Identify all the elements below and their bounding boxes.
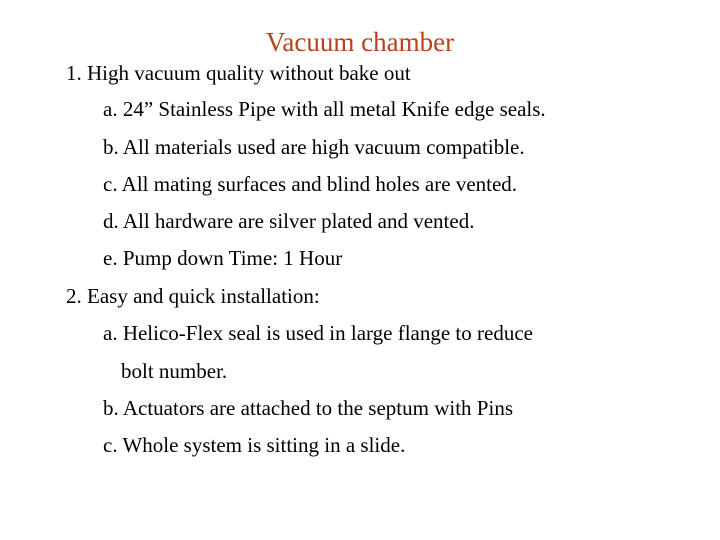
slide-title: Vacuum chamber (265, 27, 455, 57)
section-2-item-b: b. Actuators are attached to the septum with Pins (103, 396, 513, 420)
section-2-item-c: c. Whole system is sitting in a slide. (103, 433, 406, 457)
section-1-item-b: b. All materials used are high vacuum compatible. (103, 135, 525, 159)
section-1-item-d: d. All hardware are silver plated and vented. (103, 209, 475, 233)
section-2-item-a-continuation: bolt number. (121, 359, 228, 383)
section-1-item-c: c. All mating surfaces and blind holes are vented. (103, 172, 518, 196)
section-1-item-e: e. Pump down Time: 1 Hour (103, 246, 343, 270)
section-2-item-a: a. Helico-Flex seal is used in large flange to reduce (103, 321, 533, 345)
section-1-item-a: a. 24” Stainless Pipe with all metal Knife edge seals. (103, 97, 546, 121)
section-2-heading: 2. Easy and quick installation: (66, 284, 320, 308)
section-1-heading: 1. High vacuum quality without bake out (66, 61, 411, 85)
